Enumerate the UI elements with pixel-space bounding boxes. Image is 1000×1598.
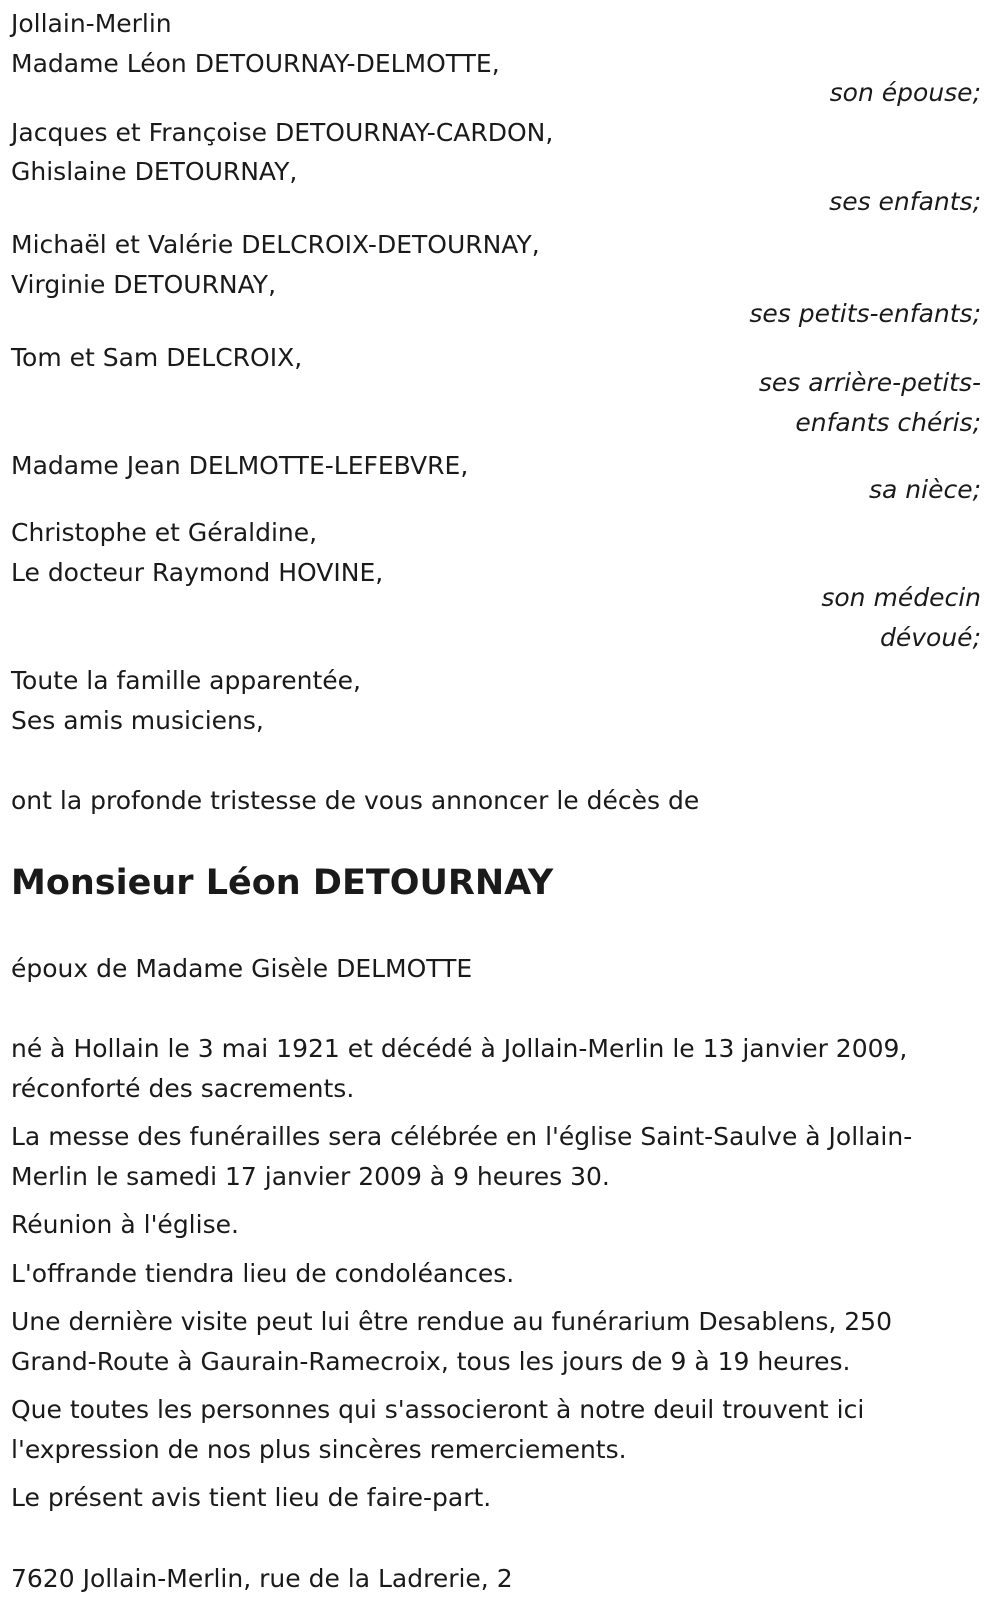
family-group-doctor — [11, 513, 981, 657]
family-name-line: Le docteur Raymond HOVINE, — [11, 553, 981, 593]
family-name-line: Toute la famille apparentée, — [11, 661, 981, 701]
family-group-niece — [11, 446, 981, 509]
visit-paragraph: Une dernière visite peut lui être rendue au funérarium Desablens, 250 Grand-Route à Gaurain-Ramecroix, tous les jours de 9 à 19 heures. — [11, 1302, 981, 1381]
funeral-mass-paragraph: La messe des funérailles sera célébrée en l'église Saint-Saulve à Jollain-Merlin le samedi 17 janvier 2009 à 9 heures 30. — [11, 1117, 981, 1196]
extended-family — [11, 661, 981, 740]
family-name-line: Jollain-Merlin — [11, 4, 981, 44]
family-name-line: Tom et Sam DELCROIX, — [11, 338, 981, 378]
obituary-notice — [11, 0, 981, 1598]
relation-label: ses arrière-petits- — [11, 363, 981, 403]
notice-paragraph: Le présent avis tient lieu de faire-part. — [11, 1478, 981, 1518]
family-name-line: Michaël et Valérie DELCROIX-DETOURNAY, — [11, 225, 981, 265]
family-name-line: Madame Jean DELMOTTE-LEFEBVRE, — [11, 446, 981, 486]
relation-label: ses enfants; — [11, 182, 981, 222]
family-group-children — [11, 113, 981, 222]
offering-paragraph: L'offrande tiendra lieu de condoléances. — [11, 1254, 981, 1294]
family-group-spouse — [11, 4, 981, 113]
relation-label: sa nièce; — [11, 470, 981, 510]
family-group-great-grandchildren — [11, 338, 981, 443]
family-name-line: Ses amis musiciens, — [11, 701, 981, 741]
deceased-name: Monsieur Léon DETOURNAY — [11, 859, 981, 907]
birth-death-paragraph: né à Hollain le 3 mai 1921 et décédé à Jollain-Merlin le 13 janvier 2009, réconforté des sacrements. — [11, 1029, 981, 1108]
family-name-line: Jacques et Françoise DETOURNAY-CARDON, — [11, 113, 981, 153]
relation-label: ses petits-enfants; — [11, 294, 981, 334]
relation-label: dévoué; — [11, 618, 981, 658]
family-group-grandchildren — [11, 225, 981, 334]
spouse-line: époux de Madame Gisèle DELMOTTE — [11, 949, 981, 989]
family-name-line: Madame Léon DETOURNAY-DELMOTTE, — [11, 44, 981, 84]
thanks-paragraph: Que toutes les personnes qui s'associeront à notre deuil trouvent ici l'expression de nos plus sincères remerciements. — [11, 1390, 981, 1469]
relation-label: enfants chéris; — [11, 403, 981, 443]
meeting-paragraph: Réunion à l'église. — [11, 1205, 981, 1245]
family-name-line: Christophe et Géraldine, — [11, 513, 981, 553]
announcement-text: ont la profonde tristesse de vous annoncer le décès de — [11, 781, 981, 821]
family-name-line: Ghislaine DETOURNAY, — [11, 152, 981, 192]
relation-label: son épouse; — [11, 73, 981, 113]
family-name-line: Virginie DETOURNAY, — [11, 265, 981, 305]
address-line: 7620 Jollain-Merlin, rue de la Ladrerie, 2 — [11, 1559, 981, 1598]
relation-label: son médecin — [11, 578, 981, 618]
